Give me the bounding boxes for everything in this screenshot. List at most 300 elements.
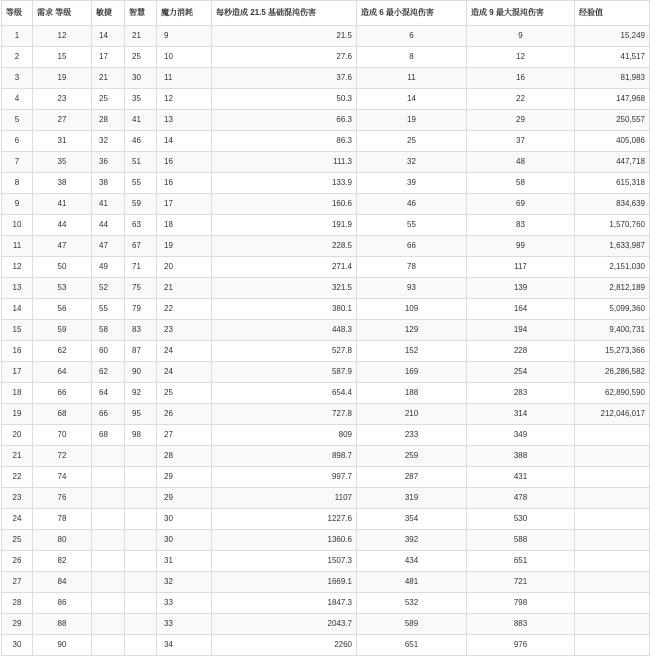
cell-level: 6 <box>2 131 33 152</box>
table-body <box>2 26 650 656</box>
cell-max-chaos-damage: 530 <box>467 509 575 530</box>
cell-required-level: 74 <box>33 467 92 488</box>
cell-min-chaos-damage: 55 <box>357 215 467 236</box>
cell-max-chaos-damage: 228 <box>467 341 575 362</box>
cell-mana-cost: 19 <box>157 236 212 257</box>
cell-experience: 615,318 <box>575 173 650 194</box>
cell-max-chaos-damage: 194 <box>467 320 575 341</box>
cell-level: 22 <box>2 467 33 488</box>
cell-required-level: 80 <box>33 530 92 551</box>
cell-experience: 41,517 <box>575 47 650 68</box>
cell-base-chaos-dps: 50.3 <box>212 89 357 110</box>
cell-required-level: 78 <box>33 509 92 530</box>
cell-required-level: 15 <box>33 47 92 68</box>
cell-level: 24 <box>2 509 33 530</box>
table-row <box>2 383 650 404</box>
cell-mana-cost: 25 <box>157 383 212 404</box>
cell-experience: 212,046,017 <box>575 404 650 425</box>
cell-dexterity: 25 <box>92 89 125 110</box>
cell-experience <box>575 446 650 467</box>
cell-experience: 62,890,590 <box>575 383 650 404</box>
cell-base-chaos-dps: 898.7 <box>212 446 357 467</box>
cell-intelligence: 21 <box>125 26 157 47</box>
cell-required-level: 50 <box>33 257 92 278</box>
table-row <box>2 47 650 68</box>
cell-intelligence: 92 <box>125 383 157 404</box>
cell-intelligence: 35 <box>125 89 157 110</box>
cell-dexterity <box>92 635 125 656</box>
cell-level: 28 <box>2 593 33 614</box>
cell-required-level: 88 <box>33 614 92 635</box>
cell-base-chaos-dps: 27.6 <box>212 47 357 68</box>
cell-intelligence <box>125 467 157 488</box>
cell-intelligence <box>125 551 157 572</box>
cell-level: 11 <box>2 236 33 257</box>
cell-intelligence <box>125 446 157 467</box>
cell-experience <box>575 467 650 488</box>
header-experience: 经验值 <box>575 1 650 26</box>
cell-base-chaos-dps: 111.3 <box>212 152 357 173</box>
cell-base-chaos-dps: 809 <box>212 425 357 446</box>
cell-experience <box>575 488 650 509</box>
cell-level: 26 <box>2 551 33 572</box>
cell-level: 12 <box>2 257 33 278</box>
cell-mana-cost: 16 <box>157 152 212 173</box>
cell-mana-cost: 26 <box>157 404 212 425</box>
cell-experience: 405,086 <box>575 131 650 152</box>
cell-mana-cost: 12 <box>157 89 212 110</box>
cell-intelligence: 67 <box>125 236 157 257</box>
cell-level: 5 <box>2 110 33 131</box>
cell-max-chaos-damage: 314 <box>467 404 575 425</box>
cell-mana-cost: 33 <box>157 614 212 635</box>
cell-mana-cost: 10 <box>157 47 212 68</box>
table-row <box>2 278 650 299</box>
cell-required-level: 47 <box>33 236 92 257</box>
cell-base-chaos-dps: 380.1 <box>212 299 357 320</box>
cell-dexterity: 58 <box>92 320 125 341</box>
cell-required-level: 62 <box>33 341 92 362</box>
cell-experience: 81,983 <box>575 68 650 89</box>
cell-level: 30 <box>2 635 33 656</box>
cell-max-chaos-damage: 29 <box>467 110 575 131</box>
cell-min-chaos-damage: 287 <box>357 467 467 488</box>
cell-level: 19 <box>2 404 33 425</box>
cell-experience: 15,273,366 <box>575 341 650 362</box>
cell-base-chaos-dps: 37.6 <box>212 68 357 89</box>
cell-max-chaos-damage: 254 <box>467 362 575 383</box>
cell-max-chaos-damage: 883 <box>467 614 575 635</box>
cell-base-chaos-dps: 527.8 <box>212 341 357 362</box>
cell-intelligence: 95 <box>125 404 157 425</box>
cell-base-chaos-dps: 1847.3 <box>212 593 357 614</box>
cell-mana-cost: 11 <box>157 68 212 89</box>
cell-min-chaos-damage: 259 <box>357 446 467 467</box>
table-row <box>2 152 650 173</box>
cell-dexterity: 66 <box>92 404 125 425</box>
cell-intelligence: 83 <box>125 320 157 341</box>
cell-intelligence: 30 <box>125 68 157 89</box>
cell-base-chaos-dps: 2260 <box>212 635 357 656</box>
cell-min-chaos-damage: 651 <box>357 635 467 656</box>
cell-required-level: 12 <box>33 26 92 47</box>
cell-intelligence <box>125 635 157 656</box>
cell-max-chaos-damage: 651 <box>467 551 575 572</box>
cell-base-chaos-dps: 86.3 <box>212 131 357 152</box>
table-row <box>2 614 650 635</box>
cell-mana-cost: 24 <box>157 362 212 383</box>
cell-dexterity <box>92 614 125 635</box>
cell-mana-cost: 28 <box>157 446 212 467</box>
cell-base-chaos-dps: 1669.1 <box>212 572 357 593</box>
table-row <box>2 299 650 320</box>
cell-intelligence: 59 <box>125 194 157 215</box>
cell-min-chaos-damage: 319 <box>357 488 467 509</box>
cell-base-chaos-dps: 321.5 <box>212 278 357 299</box>
cell-base-chaos-dps: 1360.6 <box>212 530 357 551</box>
cell-intelligence: 55 <box>125 173 157 194</box>
cell-mana-cost: 22 <box>157 299 212 320</box>
cell-intelligence: 25 <box>125 47 157 68</box>
cell-required-level: 31 <box>33 131 92 152</box>
cell-dexterity: 41 <box>92 194 125 215</box>
header-row <box>2 1 650 26</box>
cell-mana-cost: 16 <box>157 173 212 194</box>
cell-dexterity: 60 <box>92 341 125 362</box>
cell-dexterity: 21 <box>92 68 125 89</box>
cell-experience <box>575 425 650 446</box>
cell-dexterity: 17 <box>92 47 125 68</box>
table-row <box>2 446 650 467</box>
cell-mana-cost: 13 <box>157 110 212 131</box>
cell-intelligence: 90 <box>125 362 157 383</box>
cell-required-level: 44 <box>33 215 92 236</box>
cell-mana-cost: 9 <box>157 26 212 47</box>
table-row <box>2 110 650 131</box>
cell-mana-cost: 18 <box>157 215 212 236</box>
cell-max-chaos-damage: 83 <box>467 215 575 236</box>
cell-max-chaos-damage: 164 <box>467 299 575 320</box>
cell-mana-cost: 32 <box>157 572 212 593</box>
cell-min-chaos-damage: 129 <box>357 320 467 341</box>
cell-dexterity: 55 <box>92 299 125 320</box>
cell-dexterity: 62 <box>92 362 125 383</box>
cell-required-level: 19 <box>33 68 92 89</box>
table-row <box>2 68 650 89</box>
cell-max-chaos-damage: 58 <box>467 173 575 194</box>
cell-min-chaos-damage: 93 <box>357 278 467 299</box>
header-base-chaos-dps: 每秒造成 21.5 基础混沌伤害 <box>212 1 357 26</box>
cell-min-chaos-damage: 210 <box>357 404 467 425</box>
table-row <box>2 257 650 278</box>
cell-intelligence: 87 <box>125 341 157 362</box>
cell-min-chaos-damage: 532 <box>357 593 467 614</box>
cell-required-level: 90 <box>33 635 92 656</box>
cell-base-chaos-dps: 191.9 <box>212 215 357 236</box>
cell-level: 3 <box>2 68 33 89</box>
cell-base-chaos-dps: 1107 <box>212 488 357 509</box>
cell-intelligence: 41 <box>125 110 157 131</box>
cell-min-chaos-damage: 32 <box>357 152 467 173</box>
cell-max-chaos-damage: 12 <box>467 47 575 68</box>
table-row <box>2 89 650 110</box>
cell-min-chaos-damage: 11 <box>357 68 467 89</box>
cell-level: 8 <box>2 173 33 194</box>
cell-max-chaos-damage: 588 <box>467 530 575 551</box>
cell-required-level: 41 <box>33 194 92 215</box>
table-row <box>2 404 650 425</box>
cell-mana-cost: 17 <box>157 194 212 215</box>
cell-max-chaos-damage: 349 <box>467 425 575 446</box>
cell-max-chaos-damage: 9 <box>467 26 575 47</box>
cell-intelligence <box>125 488 157 509</box>
cell-required-level: 76 <box>33 488 92 509</box>
cell-required-level: 86 <box>33 593 92 614</box>
cell-dexterity <box>92 446 125 467</box>
cell-required-level: 82 <box>33 551 92 572</box>
cell-dexterity: 36 <box>92 152 125 173</box>
cell-mana-cost: 33 <box>157 593 212 614</box>
cell-base-chaos-dps: 228.5 <box>212 236 357 257</box>
table-row <box>2 530 650 551</box>
cell-mana-cost: 30 <box>157 509 212 530</box>
cell-level: 9 <box>2 194 33 215</box>
cell-level: 18 <box>2 383 33 404</box>
cell-required-level: 64 <box>33 362 92 383</box>
cell-required-level: 27 <box>33 110 92 131</box>
cell-min-chaos-damage: 169 <box>357 362 467 383</box>
table-row <box>2 26 650 47</box>
cell-level: 4 <box>2 89 33 110</box>
cell-max-chaos-damage: 139 <box>467 278 575 299</box>
cell-experience: 26,286,582 <box>575 362 650 383</box>
table-row <box>2 362 650 383</box>
cell-dexterity <box>92 593 125 614</box>
header-dexterity: 敏捷 <box>92 1 125 26</box>
cell-level: 13 <box>2 278 33 299</box>
cell-intelligence: 98 <box>125 425 157 446</box>
cell-required-level: 23 <box>33 89 92 110</box>
cell-level: 23 <box>2 488 33 509</box>
cell-experience <box>575 614 650 635</box>
cell-max-chaos-damage: 283 <box>467 383 575 404</box>
cell-required-level: 84 <box>33 572 92 593</box>
cell-mana-cost: 34 <box>157 635 212 656</box>
cell-intelligence: 75 <box>125 278 157 299</box>
cell-min-chaos-damage: 152 <box>357 341 467 362</box>
cell-base-chaos-dps: 133.9 <box>212 173 357 194</box>
table-row <box>2 467 650 488</box>
cell-dexterity <box>92 530 125 551</box>
cell-level: 1 <box>2 26 33 47</box>
cell-dexterity: 32 <box>92 131 125 152</box>
table-row <box>2 236 650 257</box>
cell-min-chaos-damage: 354 <box>357 509 467 530</box>
cell-dexterity: 28 <box>92 110 125 131</box>
cell-min-chaos-damage: 39 <box>357 173 467 194</box>
cell-level: 7 <box>2 152 33 173</box>
cell-mana-cost: 24 <box>157 341 212 362</box>
cell-level: 20 <box>2 425 33 446</box>
cell-base-chaos-dps: 2043.7 <box>212 614 357 635</box>
cell-min-chaos-damage: 188 <box>357 383 467 404</box>
cell-intelligence: 79 <box>125 299 157 320</box>
cell-max-chaos-damage: 99 <box>467 236 575 257</box>
cell-level: 21 <box>2 446 33 467</box>
cell-mana-cost: 23 <box>157 320 212 341</box>
cell-experience <box>575 509 650 530</box>
cell-level: 14 <box>2 299 33 320</box>
table-row <box>2 194 650 215</box>
cell-min-chaos-damage: 109 <box>357 299 467 320</box>
cell-intelligence <box>125 593 157 614</box>
cell-required-level: 66 <box>33 383 92 404</box>
cell-dexterity <box>92 467 125 488</box>
cell-required-level: 35 <box>33 152 92 173</box>
table-row <box>2 320 650 341</box>
table-row <box>2 551 650 572</box>
cell-dexterity <box>92 509 125 530</box>
cell-max-chaos-damage: 16 <box>467 68 575 89</box>
cell-experience <box>575 551 650 572</box>
cell-level: 17 <box>2 362 33 383</box>
cell-min-chaos-damage: 14 <box>357 89 467 110</box>
cell-dexterity: 52 <box>92 278 125 299</box>
cell-base-chaos-dps: 21.5 <box>212 26 357 47</box>
cell-dexterity: 44 <box>92 215 125 236</box>
cell-base-chaos-dps: 1507.3 <box>212 551 357 572</box>
cell-max-chaos-damage: 431 <box>467 467 575 488</box>
cell-required-level: 59 <box>33 320 92 341</box>
cell-intelligence: 46 <box>125 131 157 152</box>
cell-mana-cost: 27 <box>157 425 212 446</box>
cell-dexterity <box>92 488 125 509</box>
cell-experience <box>575 530 650 551</box>
cell-experience <box>575 635 650 656</box>
cell-max-chaos-damage: 976 <box>467 635 575 656</box>
cell-max-chaos-damage: 69 <box>467 194 575 215</box>
cell-base-chaos-dps: 271.4 <box>212 257 357 278</box>
cell-base-chaos-dps: 448.3 <box>212 320 357 341</box>
cell-dexterity <box>92 572 125 593</box>
cell-intelligence <box>125 530 157 551</box>
table-row <box>2 215 650 236</box>
cell-intelligence <box>125 614 157 635</box>
cell-intelligence: 71 <box>125 257 157 278</box>
cell-intelligence <box>125 572 157 593</box>
cell-intelligence: 51 <box>125 152 157 173</box>
cell-level: 25 <box>2 530 33 551</box>
cell-mana-cost: 14 <box>157 131 212 152</box>
header-intelligence: 智慧 <box>125 1 157 26</box>
cell-min-chaos-damage: 46 <box>357 194 467 215</box>
cell-experience: 447,718 <box>575 152 650 173</box>
table-row <box>2 341 650 362</box>
cell-min-chaos-damage: 66 <box>357 236 467 257</box>
cell-min-chaos-damage: 589 <box>357 614 467 635</box>
cell-max-chaos-damage: 117 <box>467 257 575 278</box>
cell-base-chaos-dps: 587.9 <box>212 362 357 383</box>
cell-dexterity: 49 <box>92 257 125 278</box>
cell-min-chaos-damage: 78 <box>357 257 467 278</box>
cell-mana-cost: 30 <box>157 530 212 551</box>
cell-min-chaos-damage: 434 <box>357 551 467 572</box>
header-required-level: 需求 等级 <box>33 1 92 26</box>
cell-level: 2 <box>2 47 33 68</box>
table-row <box>2 572 650 593</box>
skill-level-table <box>1 0 650 656</box>
cell-max-chaos-damage: 388 <box>467 446 575 467</box>
cell-min-chaos-damage: 481 <box>357 572 467 593</box>
cell-mana-cost: 31 <box>157 551 212 572</box>
cell-max-chaos-damage: 798 <box>467 593 575 614</box>
cell-required-level: 56 <box>33 299 92 320</box>
cell-mana-cost: 21 <box>157 278 212 299</box>
cell-intelligence <box>125 509 157 530</box>
cell-intelligence: 63 <box>125 215 157 236</box>
table-row <box>2 509 650 530</box>
cell-base-chaos-dps: 654.4 <box>212 383 357 404</box>
table-row <box>2 593 650 614</box>
cell-experience: 2,812,189 <box>575 278 650 299</box>
cell-required-level: 38 <box>33 173 92 194</box>
cell-required-level: 68 <box>33 404 92 425</box>
table-row <box>2 425 650 446</box>
cell-max-chaos-damage: 48 <box>467 152 575 173</box>
cell-min-chaos-damage: 233 <box>357 425 467 446</box>
cell-experience: 147,968 <box>575 89 650 110</box>
table-row <box>2 635 650 656</box>
cell-experience: 2,151,030 <box>575 257 650 278</box>
cell-base-chaos-dps: 1227.6 <box>212 509 357 530</box>
cell-experience: 1,570,760 <box>575 215 650 236</box>
cell-experience: 834,639 <box>575 194 650 215</box>
header-mana-cost: 魔力消耗 <box>157 1 212 26</box>
cell-mana-cost: 29 <box>157 467 212 488</box>
header-min-chaos-damage: 造成 6 最小混沌伤害 <box>357 1 467 26</box>
cell-min-chaos-damage: 25 <box>357 131 467 152</box>
cell-dexterity: 14 <box>92 26 125 47</box>
cell-level: 10 <box>2 215 33 236</box>
cell-mana-cost: 20 <box>157 257 212 278</box>
cell-experience <box>575 593 650 614</box>
cell-base-chaos-dps: 160.6 <box>212 194 357 215</box>
cell-dexterity <box>92 551 125 572</box>
cell-experience: 5,099,360 <box>575 299 650 320</box>
cell-dexterity: 64 <box>92 383 125 404</box>
cell-level: 27 <box>2 572 33 593</box>
cell-required-level: 53 <box>33 278 92 299</box>
cell-max-chaos-damage: 22 <box>467 89 575 110</box>
cell-min-chaos-damage: 6 <box>357 26 467 47</box>
cell-base-chaos-dps: 66.3 <box>212 110 357 131</box>
header-level: 等级 <box>2 1 33 26</box>
cell-max-chaos-damage: 37 <box>467 131 575 152</box>
header-max-chaos-damage: 造成 9 最大混沌伤害 <box>467 1 575 26</box>
table-row <box>2 488 650 509</box>
cell-experience: 9,400,731 <box>575 320 650 341</box>
cell-dexterity: 38 <box>92 173 125 194</box>
cell-experience: 15,249 <box>575 26 650 47</box>
cell-base-chaos-dps: 997.7 <box>212 467 357 488</box>
cell-max-chaos-damage: 478 <box>467 488 575 509</box>
cell-level: 16 <box>2 341 33 362</box>
cell-required-level: 70 <box>33 425 92 446</box>
cell-experience: 250,557 <box>575 110 650 131</box>
table-row <box>2 173 650 194</box>
cell-level: 29 <box>2 614 33 635</box>
cell-level: 15 <box>2 320 33 341</box>
